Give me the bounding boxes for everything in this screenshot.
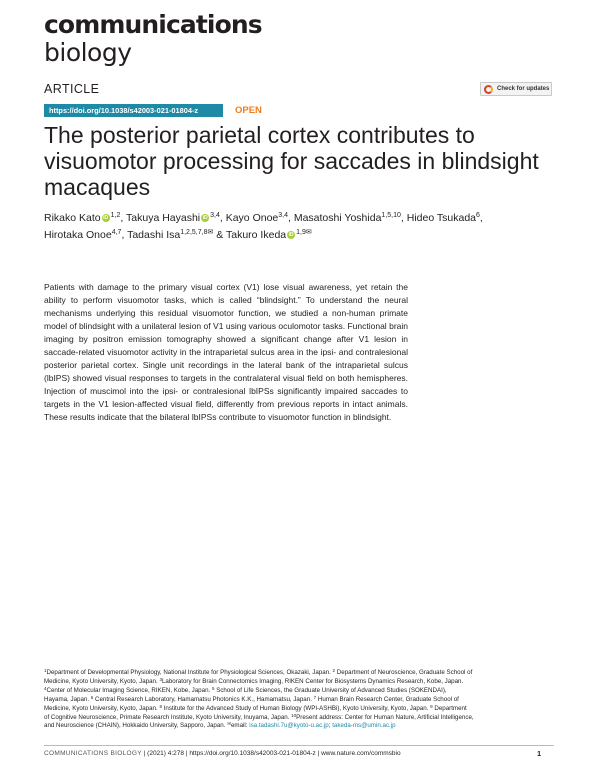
email-link-isa[interactable]: isa.tadashi.7u@kyoto-u.ac.jp <box>249 722 329 730</box>
email-separator: ; <box>328 722 333 730</box>
affiliation-number: 9 <box>430 703 433 709</box>
affiliation-text: Human Brain Research Center, Graduate School of <box>316 695 459 703</box>
affiliation-line <box>44 722 554 731</box>
author-separator: , <box>121 229 128 241</box>
affiliation-text: Laboratory for Brain Connectomics Imaging, RIKEN Center for Biosystems Dynamics Research, Kobe, Japan. <box>161 677 464 685</box>
orcid-icon[interactable]: iD <box>288 232 294 239</box>
author-name[interactable]: Rikako Kato <box>44 212 101 224</box>
doi-badge-link[interactable]: https://doi.org/10.1038/s42003-021-01804-z <box>44 104 223 117</box>
author-separator: , <box>219 212 226 224</box>
journal-name-line1: communications <box>44 10 262 39</box>
journal-name-line2: biology <box>44 38 132 67</box>
affiliation-line <box>44 669 554 678</box>
open-access-label: OPEN <box>235 105 262 116</box>
author-separator: , <box>400 212 407 224</box>
affiliation-number: 2 <box>332 668 336 673</box>
author-separator: , <box>479 212 483 224</box>
author-name[interactable]: Tadashi Isa <box>127 229 181 241</box>
affiliation-number: 1 <box>44 668 47 673</box>
author-name[interactable]: Takuya Hayashi <box>126 212 201 224</box>
author-separator: & <box>213 229 226 241</box>
affiliation-text: School of Life Sciences, the Graduate University of Advanced Studies (SOKENDAI), <box>214 686 447 694</box>
author-separator: , <box>288 212 294 224</box>
affiliation-text: Department <box>432 704 467 712</box>
affiliation-text: Central Research Laboratory, Hamamatsu Photonics K.K., Hamamatsu, Japan. <box>93 695 314 703</box>
affiliation-text: Medicine, Kyoto University, Kyoto, Japan. <box>44 704 160 712</box>
author-affiliations: 1,2 <box>110 212 121 219</box>
check-updates-label: Check for updates <box>497 86 550 92</box>
author-separator: , <box>120 212 127 224</box>
affiliation-number: 6 <box>90 694 94 700</box>
affiliation-text: Institute for the Advanced Study of Human Biology (WPI-ASHBi), Kyoto University, Kyoto, Japan. <box>161 704 431 712</box>
affiliation-text: and Neuroscience (CHAIN), Hokkaido University, Sapporo, Japan. <box>44 722 228 730</box>
affiliations-block <box>44 669 554 731</box>
email-envelope-icon: ✉ <box>227 721 231 727</box>
author-affiliations: 4,7 <box>111 229 122 236</box>
article-type-label: ARTICLE <box>44 82 100 96</box>
affiliation-number: 10 <box>291 712 297 718</box>
author-name[interactable]: Masatoshi Yoshida <box>293 212 382 224</box>
email-link-ikeda[interactable]: takeda-ms@umin.ac.jp <box>332 722 396 730</box>
author-name[interactable]: Hideo Tsukada <box>406 212 477 224</box>
affiliation-number: 4 <box>44 685 47 691</box>
author-affiliations: 1,9✉ <box>296 229 312 236</box>
affiliation-line <box>44 696 554 705</box>
affiliation-text: Present address: Center for Human Nature, Artificial Intelligence, <box>296 713 474 721</box>
affiliation-text: Center of Molecular Imaging Science, RIKEN, Kobe, Japan. <box>46 686 212 694</box>
author-name[interactable]: Takuro Ikeda <box>226 229 287 241</box>
affiliation-line <box>44 705 554 714</box>
affiliation-number: 7 <box>313 694 317 700</box>
author-affiliations: 6 <box>476 212 480 219</box>
author-name[interactable]: Kayo Onoe <box>225 212 279 224</box>
orcid-icon[interactable]: iD <box>202 215 208 222</box>
author-affiliations: 1,2,5,7,8✉ <box>180 229 214 236</box>
footer-divider <box>44 745 554 746</box>
footer-citation[interactable]: | (2021) 4:278 | https://doi.org/10.1038/s42003-021-01804-z | www.nature.com/commsbio <box>141 750 401 757</box>
footer-journal-name: COMMUNICATIONS BIOLOGY <box>44 750 142 757</box>
abstract-text: Patients with damage to the primary visual cortex (V1) lose visual awareness, yet retain the ability to perform visuomotor tasks, which is called “blindsight.” To understand the neural mechanisms underlying this residual visuomotor function, we studied a non-human primate model of blindsight with a unilateral lesion of V1 using various oculomotor tasks. Functional brain imaging by positron emission tomography showed a significant change after V1 lesion in saccade-related visuomotor activity in the intraparietal sulcus area in the ipsi- and contralesional posterior parietal cortex. Single unit recordings in the lateral bank of the intraparietal sulcus (lbIPS) showed visual responses to targets in the contralateral visual field on both hemispheres. Injection of muscimol into the ipsi- or contralesional lbIPSs significantly impaired saccades to targets in the V1 lesion-affected visual field, differently from previous reports in intact animals. These results indicate that the bilateral lbIPSs contribute to visuomotor function in blindsight. <box>44 282 408 423</box>
affiliation-number: 8 <box>159 703 162 709</box>
orcid-icon[interactable]: iD <box>103 215 109 222</box>
affiliation-text: Hayama, Japan. <box>44 695 91 703</box>
check-updates-icon <box>484 85 493 94</box>
affiliation-number: 5 <box>211 685 215 691</box>
affiliation-text: of Cognitive Neuroscience, Primate Research Institute, Kyoto University, Inuyama, Japan. <box>44 713 292 721</box>
article-title: The posterior parietal cortex contributes to visuomotor processing for saccades in blindsight macaques <box>44 122 539 200</box>
affiliation-line <box>44 678 554 687</box>
page-number: 1 <box>537 749 542 758</box>
author-affiliations: 1,5,10 <box>381 212 401 219</box>
affiliation-text: Department of Neuroscience, Graduate School of <box>335 669 473 676</box>
page-footer <box>44 750 401 757</box>
author-name[interactable]: Hirotaka Onoe <box>44 229 112 241</box>
check-for-updates-button[interactable] <box>480 82 552 96</box>
affiliation-line <box>44 687 554 696</box>
email-label: email: <box>230 722 250 730</box>
author-list <box>44 210 564 244</box>
affiliation-number: 3 <box>159 676 162 682</box>
affiliation-text: Department of Developmental Physiology, National Institute for Physiological Sciences, Okazaki, Japan. <box>46 669 333 676</box>
author-affiliations: 3,4 <box>278 212 288 219</box>
affiliation-text: Medicine, Kyoto University, Kyoto, Japan. <box>44 677 160 685</box>
author-affiliations: 3,4 <box>210 212 220 219</box>
